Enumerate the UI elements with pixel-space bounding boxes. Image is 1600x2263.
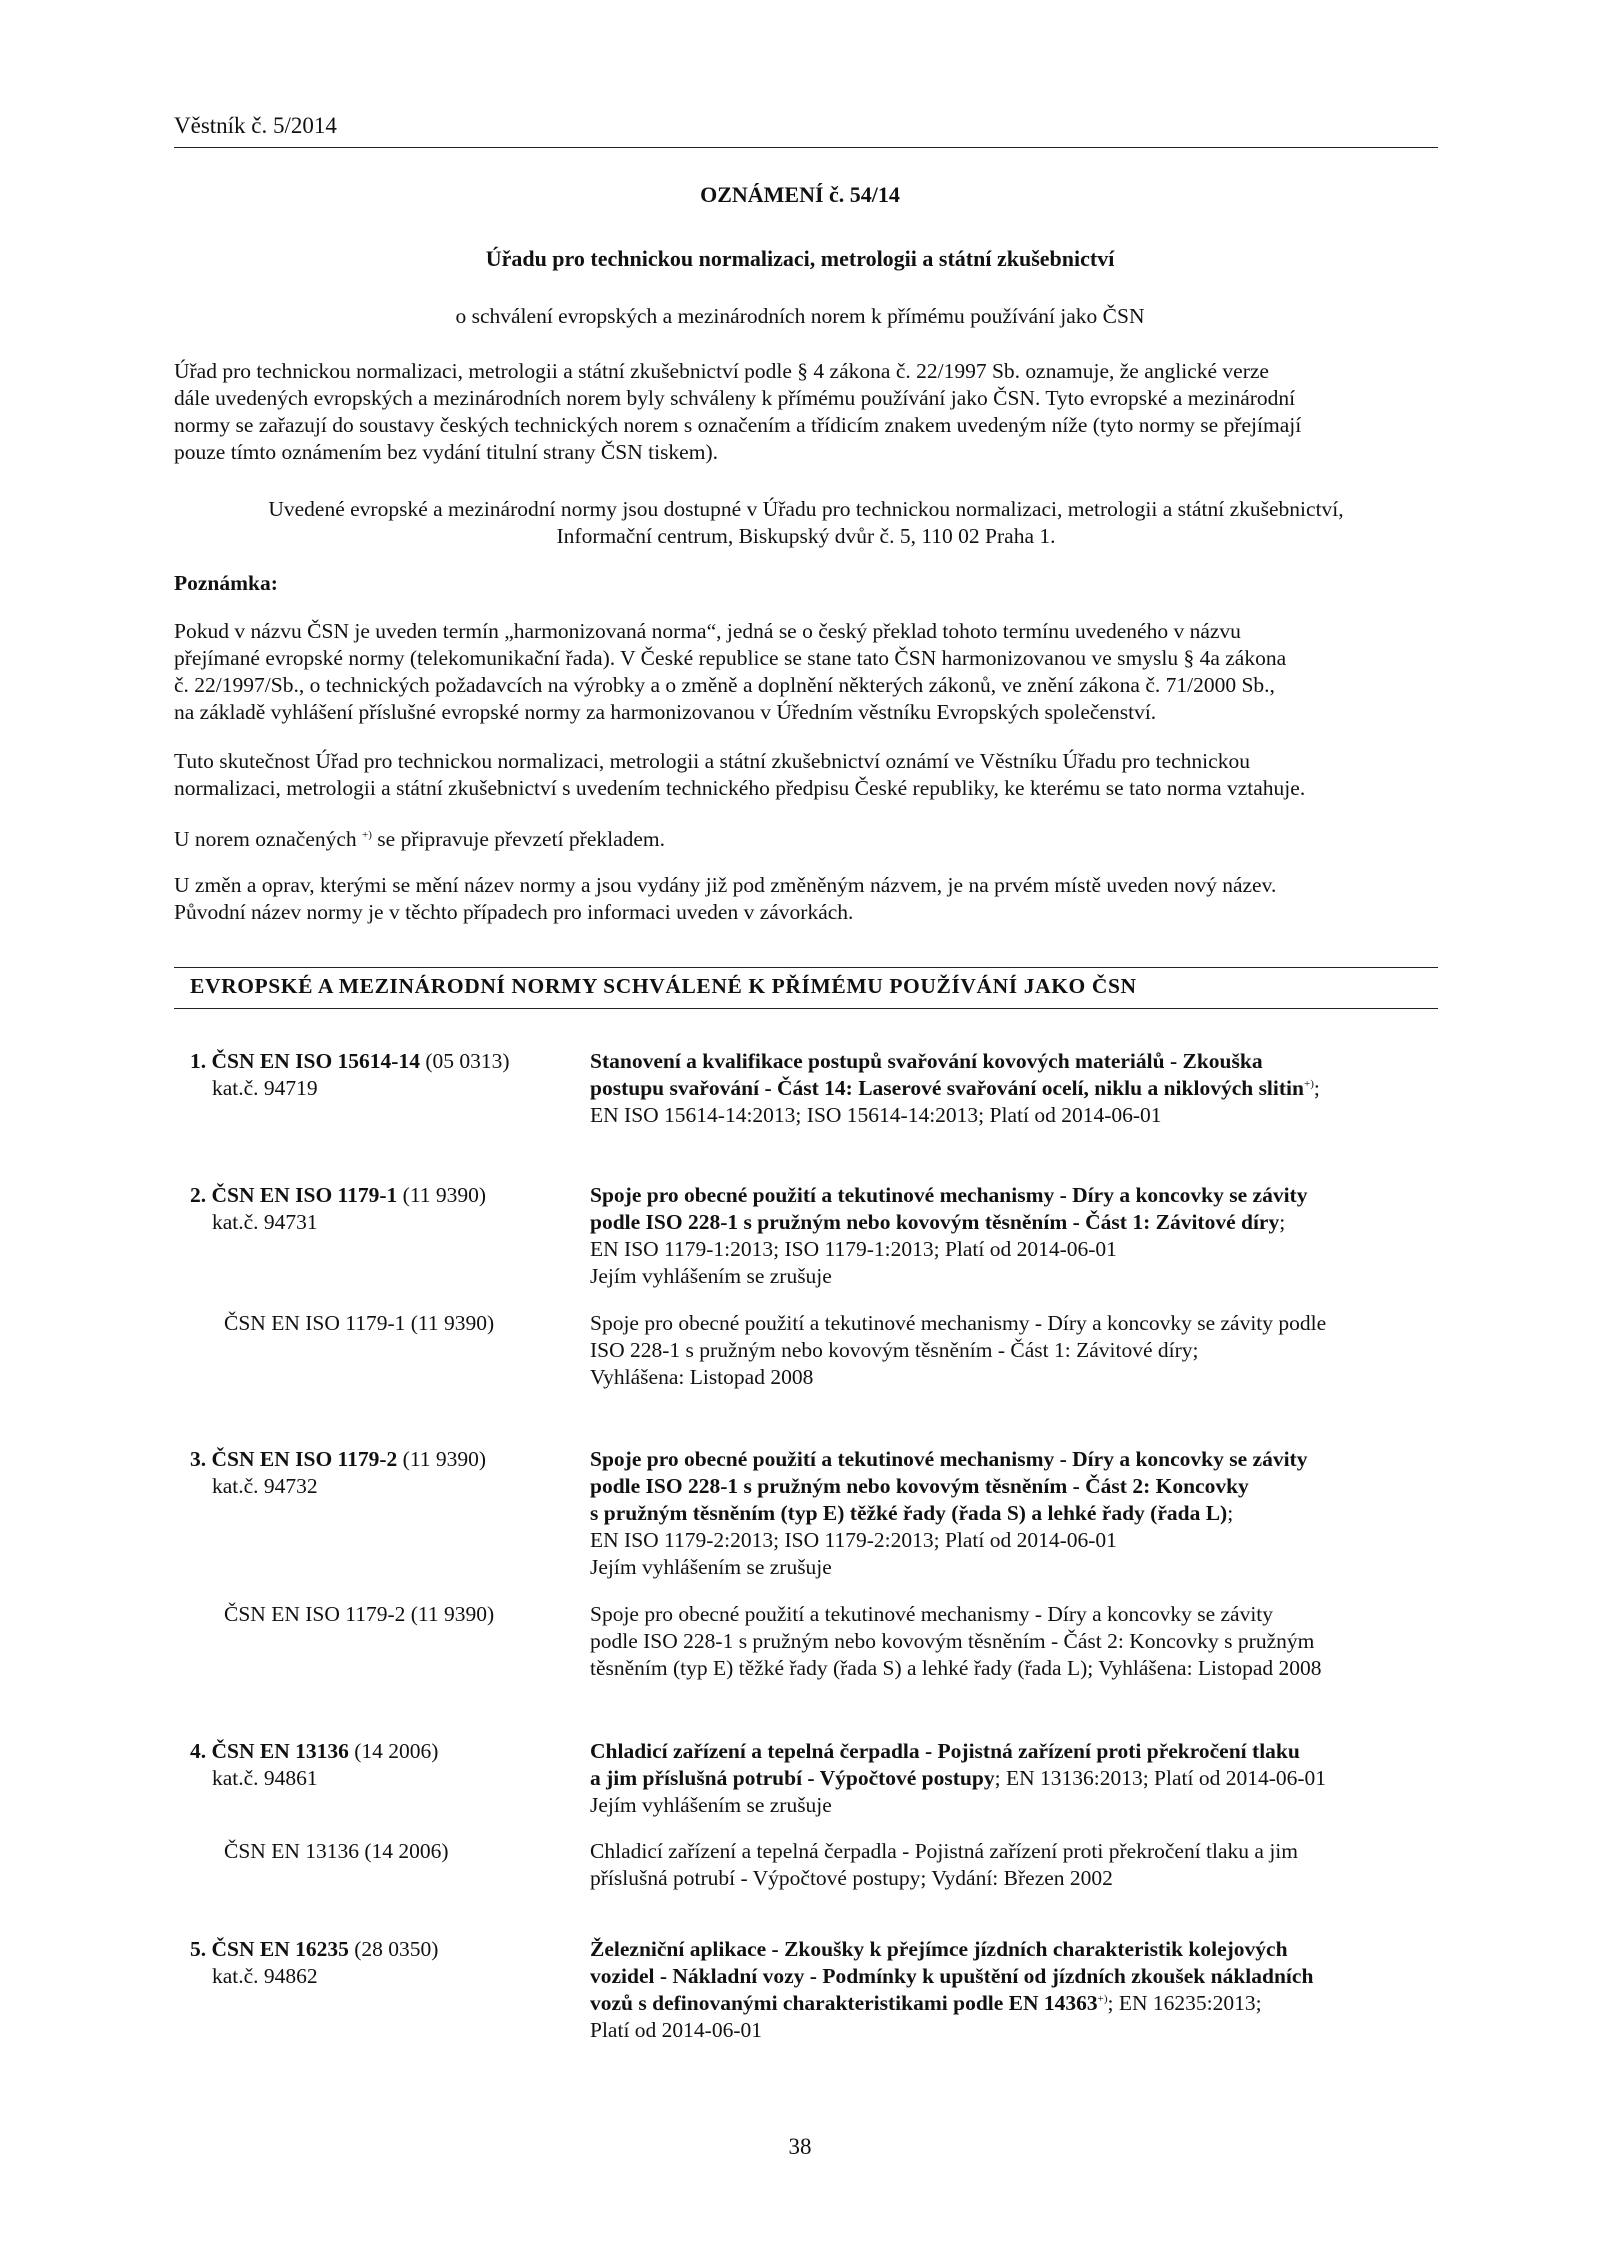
entry-number: 4. xyxy=(190,1739,207,1763)
header-divider xyxy=(174,147,1438,148)
text-line: normalizaci, metrologii a státní zkušebnictví s uvedením technického předpisu České republiky, ke kterému se tato norma vztahuje. xyxy=(174,776,1306,800)
text-line: Uvedené evropské a mezinárodní normy jsou dostupné v Úřadu pro technickou normalizaci, metrologii a státní zkušebnictví, xyxy=(268,497,1344,521)
withdrawn-line: podle ISO 228-1 s pružným nebo kovovým těsněním - Část 2: Koncovky s pružným xyxy=(590,1629,1315,1653)
intro-paragraph xyxy=(174,358,1438,466)
classification-code: (14 2006) xyxy=(348,1739,439,1763)
standard-title-line: vozů s definovanými charakteristikami podle EN 14363 xyxy=(590,1991,1098,2015)
standard-title-line: Stanovení a kvalifikace postupů svařování kovových materiálů - Zkouška xyxy=(590,1049,1263,1073)
standard-description xyxy=(590,1182,1438,1290)
text-fragment: U norem označených xyxy=(174,827,363,851)
catalog-number: kat.č. 94732 xyxy=(212,1474,318,1498)
standard-code: ČSN EN 13136 xyxy=(211,1739,349,1763)
entry-number: 2. xyxy=(190,1183,207,1207)
note-label: Poznámka: xyxy=(174,571,278,595)
text-line: normy se zařazují do soustavy českých technických norem s označením a třídicím znakem uvedeným níže (tyto normy se přejímají xyxy=(174,413,1302,437)
standard-identifier xyxy=(190,1048,580,1102)
text-line: Informační centrum, Biskupský dvůr č. 5, 110 02 Praha 1. xyxy=(556,524,1056,548)
withdrawn-line: Spoje pro obecné použití a tekutinové mechanismy - Díry a koncovky se závity podle xyxy=(590,1311,1327,1335)
office-name: Úřadu pro technickou normalizaci, metrologii a státní zkušebnictví xyxy=(485,246,1115,271)
withdrawn-standard-description xyxy=(590,1310,1438,1391)
standard-title-line: Železniční aplikace - Zkoušky k přejímce jízdních charakteristik kolejových xyxy=(590,1937,1288,1961)
withdrawn-line: Chladicí zařízení a tepelná čerpadla - Pojistná zařízení proti překročení tlaku a jim xyxy=(590,1839,1298,1863)
standard-code: ČSN EN ISO 1179-2 xyxy=(211,1447,398,1471)
availability-paragraph xyxy=(174,496,1438,550)
translation-note xyxy=(174,826,1438,853)
title-suffix: ; EN 13136:2013; Platí od 2014-06-01 xyxy=(994,1766,1327,1790)
text-line: Pokud v názvu ČSN je uveden termín „harmonizovaná norma“, jedná se o český překlad tohoto termínu uvedeného v názvu xyxy=(174,619,1241,643)
standard-identifier xyxy=(190,1182,580,1236)
text-line: Původní název normy je v těchto případech pro informaci uveden v závorkách. xyxy=(174,900,854,924)
standard-description xyxy=(590,1048,1438,1129)
standard-title-line: Spoje pro obecné použití a tekutinové mechanismy - Díry a koncovky se závity xyxy=(590,1447,1308,1471)
standard-info-line: Jejím vyhlášením se zrušuje xyxy=(590,1264,832,1288)
standard-info-line: EN ISO 1179-1:2013; ISO 1179-1:2013; Platí od 2014-06-01 xyxy=(590,1237,1117,1261)
classification-code: (05 0313) xyxy=(419,1049,510,1073)
text-line: pouze tímto oznámením bez vydání titulní strany ČSN tiskem). xyxy=(174,440,718,464)
withdrawn-line: ISO 228-1 s pružným nebo kovovým těsněním - Část 1: Závitové díry; xyxy=(590,1338,1199,1362)
catalog-number: kat.č. 94861 xyxy=(212,1766,318,1790)
withdrawn-line: Vyhlášena: Listopad 2008 xyxy=(590,1365,814,1389)
standard-description xyxy=(590,1738,1438,1819)
standard-title-line: s pružným těsněním (typ E) těžké řady (řada S) a lehké řady (řada L) xyxy=(590,1501,1228,1525)
text-fragment: se připravuje převzetí překladem. xyxy=(371,827,666,851)
text-line: na základě vyhlášení příslušné evropské normy za harmonizovanou v Úředním věstníku Evropských společenství. xyxy=(174,700,1157,724)
text-line: Tuto skutečnost Úřad pro technickou normalizaci, metrologii a státní zkušebnictví oznámí ve Věstníku Úřadu pro technickou xyxy=(174,749,1250,773)
section-title: EVROPSKÉ A MEZINÁRODNÍ NORMY SCHVÁLENÉ K PŘÍMÉMU POUŽÍVÁNÍ JAKO ČSN xyxy=(190,974,1137,998)
translation-mark: +) xyxy=(1097,1993,1108,2005)
standard-title-line: podle ISO 228-1 s pružným nebo kovovým těsněním - Část 2: Koncovky xyxy=(590,1474,1249,1498)
standard-title-line: podle ISO 228-1 s pružným nebo kovovým těsněním - Část 1: Závitové díry xyxy=(590,1210,1280,1234)
standard-title-line: a jim příslušná potrubí - Výpočtové postupy xyxy=(590,1766,995,1790)
standard-info-line: EN ISO 1179-2:2013; ISO 1179-2:2013; Platí od 2014-06-01 xyxy=(590,1528,1117,1552)
standard-identifier xyxy=(190,1738,580,1792)
standard-identifier xyxy=(190,1936,580,1990)
entry-number: 5. xyxy=(190,1937,207,1961)
note-paragraph xyxy=(174,618,1438,726)
catalog-number: kat.č. 94719 xyxy=(212,1076,318,1100)
standard-title-line: postupu svařování - Část 14: Laserové svařování ocelí, niklu a niklových slitin xyxy=(590,1076,1304,1100)
standard-title-line: vozidel - Nákladní vozy - Podmínky k upuštění od jízdních zkoušek nákladních xyxy=(590,1964,1314,1988)
publication-paragraph xyxy=(174,748,1438,802)
classification-code: (11 9390) xyxy=(397,1183,487,1207)
catalog-number: kat.č. 94862 xyxy=(212,1964,318,1988)
catalog-number: kat.č. 94731 xyxy=(212,1210,318,1234)
standard-description xyxy=(590,1936,1438,2044)
entry-number: 3. xyxy=(190,1447,207,1471)
withdrawn-standard-code: ČSN EN 13136 (14 2006) xyxy=(224,1839,449,1863)
entry-number: 1. xyxy=(190,1049,207,1073)
withdrawn-line: těsněním (typ E) těžké řady (řada S) a lehké řady (řada L); Vyhlášena: Listopad 2008 xyxy=(590,1656,1322,1680)
section-divider-top xyxy=(174,967,1438,968)
announcement-subject: o schválení evropských a mezinárodních norem k přímému používání jako ČSN xyxy=(455,304,1145,328)
classification-code: (28 0350) xyxy=(348,1937,439,1961)
withdrawn-line: příslušná potrubí - Výpočtové postupy; Vydání: Březen 2002 xyxy=(590,1866,1113,1890)
journal-header: Věstník č. 5/2014 xyxy=(174,113,337,138)
standard-code: ČSN EN ISO 1179-1 xyxy=(211,1183,398,1207)
section-divider-bottom xyxy=(174,1008,1438,1009)
text-line: č. 22/1997/Sb., o technických požadavcích na výrobky a o změně a doplnění některých zákonů, ve znění zákona č. 71/2000 Sb., xyxy=(174,673,1275,697)
withdrawn-standard-description xyxy=(590,1838,1438,1892)
page-number: 38 xyxy=(788,2134,812,2159)
text-line: přejímané evropské normy (telekomunikační řada). V České republice se stane tato ČSN harmonizovanou ve smyslu § 4a zákona xyxy=(174,646,1287,670)
title-suffix: ; xyxy=(1313,1076,1320,1100)
translation-mark: +) xyxy=(362,829,372,841)
standard-info-line: Platí od 2014-06-01 xyxy=(590,2018,762,2042)
standard-title-line: Chladicí zařízení a tepelná čerpadla - Pojistná zařízení proti překročení tlaku xyxy=(590,1739,1300,1763)
title-suffix: ; xyxy=(1227,1501,1234,1525)
standard-code: ČSN EN 16235 xyxy=(211,1937,349,1961)
text-line: dále uvedených evropských a mezinárodních norem byly schváleny k přímému používání jako ČSN. Tyto evropské a mezinárodní xyxy=(174,386,1296,410)
title-suffix: ; xyxy=(1279,1210,1286,1234)
text-line: U změn a oprav, kterými se mění název normy a jsou vydány již pod změněným názvem, je na prvém místě uveden nový název. xyxy=(174,873,1277,897)
standard-identifier xyxy=(190,1446,580,1500)
withdrawn-line: Spoje pro obecné použití a tekutinové mechanismy - Díry a koncovky se závity xyxy=(590,1602,1274,1626)
translation-mark: +) xyxy=(1303,1078,1314,1090)
announcement-title: OZNÁMENÍ č. 54/14 xyxy=(700,182,900,207)
withdrawn-standard-code: ČSN EN ISO 1179-2 (11 9390) xyxy=(224,1602,495,1626)
standard-info-line: Jejím vyhlášením se zrušuje xyxy=(590,1793,832,1817)
withdrawn-standard-code: ČSN EN ISO 1179-1 (11 9390) xyxy=(224,1311,495,1335)
text-line: Úřad pro technickou normalizaci, metrologii a státní zkušebnictví podle § 4 zákona č. 22/1997 Sb. oznamuje, že anglické verze xyxy=(174,359,1269,383)
classification-code: (11 9390) xyxy=(397,1447,487,1471)
standard-code: ČSN EN ISO 15614-14 xyxy=(211,1049,420,1073)
standard-info-line: Jejím vyhlášením se zrušuje xyxy=(590,1555,832,1579)
withdrawn-standard-description xyxy=(590,1601,1438,1682)
standard-description xyxy=(590,1446,1438,1581)
title-suffix: ; EN 16235:2013; xyxy=(1107,1991,1262,2015)
standard-info-line: EN ISO 15614-14:2013; ISO 15614-14:2013; Platí od 2014-06-01 xyxy=(590,1103,1162,1127)
amendment-paragraph xyxy=(174,872,1438,926)
standard-title-line: Spoje pro obecné použití a tekutinové mechanismy - Díry a koncovky se závity xyxy=(590,1183,1308,1207)
